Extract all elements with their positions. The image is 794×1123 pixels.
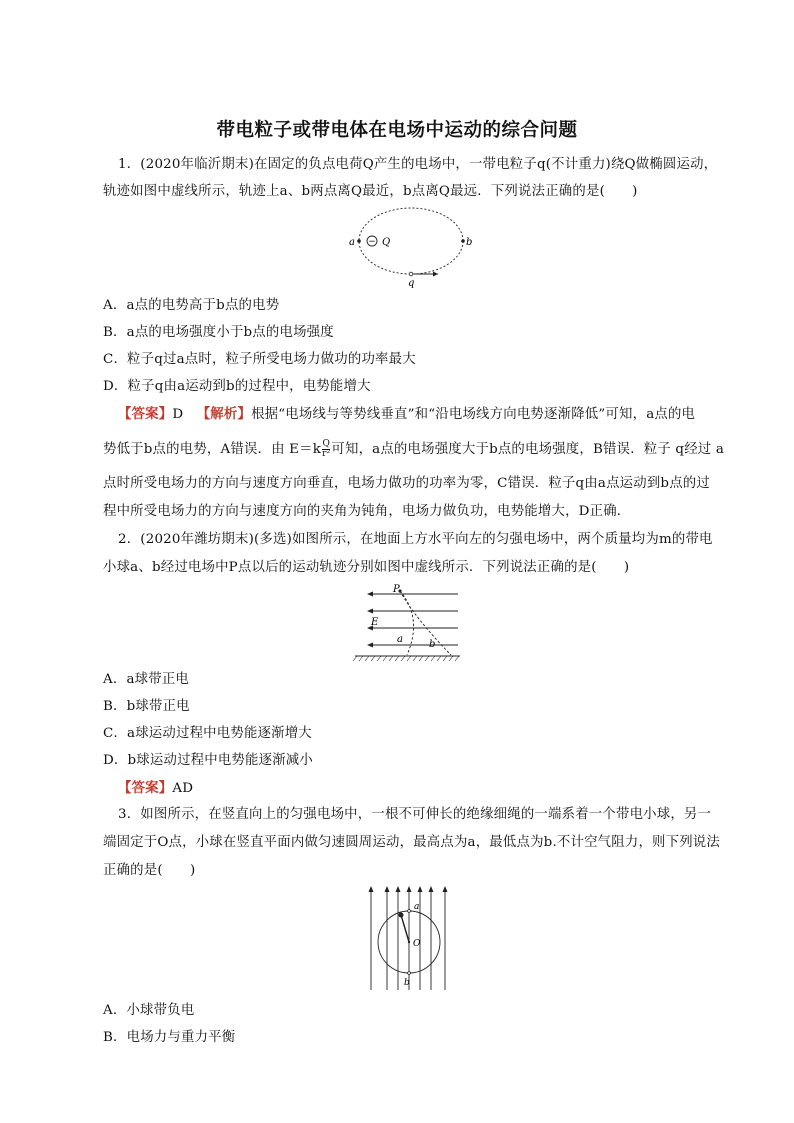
q1-analysis-line-2 — [103, 440, 723, 459]
q2-answer-line — [118, 779, 723, 798]
q2-fig-label-a: a — [397, 634, 403, 645]
q1-fig-label-q: q — [408, 278, 415, 289]
q1-fig-label-Q: Q — [382, 237, 391, 248]
q1-fig-sign: − — [368, 237, 376, 247]
q1-answer-tag: 【答案】 — [118, 406, 173, 422]
q2-fig-label-b: b — [429, 639, 436, 650]
q2-option-d: D．b球运动过程中电势能逐渐减小 — [103, 753, 313, 768]
q1-answer: D — [172, 407, 184, 422]
q1-analysis-2b: 可知，a点的电场强度大于b点的电场强度，B错误．粒子 q经过 a — [331, 442, 725, 457]
q1-stem-line-2: 轨迹如图中虚线所示，轨迹上a、b两点离Q最近，b点离Q最远．下列说法正确的是( ) — [103, 184, 638, 199]
q3-fig-label-b: b — [404, 978, 410, 988]
q3-stem-line-3: 正确的是( ) — [103, 863, 196, 878]
q2-answer-tag: 【答案】 — [118, 780, 173, 796]
q3-stem-line-2: 端固定于O点，小球在竖直平面内做匀速圆周运动，最高点为a，最低点为b.不计空气阻力，则下列说法 — [103, 835, 720, 850]
q1-analysis-1: 根据“电场线与等势线垂直”和“沿电场线方向电势逐渐降低”可知，a点的电 — [251, 407, 696, 422]
q1-analysis-line-4: 程中所受电场力的方向与速度方向的夹角为钝角，电场力做负功，电势能增大，D正确． — [103, 504, 631, 519]
q2-option-c: C．a球运动过程中电势能逐渐增大 — [103, 726, 312, 741]
q1-option-c: C．粒子q过a点时，粒子所受电场力做功的功率最大 — [103, 352, 416, 367]
q3-option-a: A．小球带负电 — [103, 1003, 195, 1018]
page-title: 带电粒子或带电体在电场中运动的综合问题 — [216, 120, 578, 141]
q2-option-a: A．a球带正电 — [103, 672, 190, 687]
q3-fig-label-a: a — [414, 902, 420, 912]
q2-answer: AD — [172, 781, 194, 796]
q1-frac-den: r² — [322, 449, 331, 459]
q2-fig-label-E: E — [371, 617, 379, 628]
q1-stem-line-1: 1．(2020年临沂期末)在固定的负点电荷Q产生的电场中，一带电粒子q(不计重力)绕Q做椭圆运动， — [118, 157, 718, 172]
q1-analysis-2a: 势低于b点的电势，A错误．由 E＝k — [103, 442, 322, 457]
q1-analysis-tag: 【解析】 — [196, 406, 252, 422]
q2-fig-label-P: P — [393, 584, 400, 595]
q2-stem-line-2: 小球a、b经过电场中P点以后的运动轨迹分别如图中虚线所示．下列说法正确的是( ) — [103, 560, 630, 575]
q1-figure-ellipse-orbit — [345, 208, 480, 290]
q1-answer-line — [118, 405, 723, 424]
q1-frac-num: Q — [322, 439, 331, 449]
q1-option-d: D．粒子q由a运动到b的过程中，电势能增大 — [103, 379, 371, 394]
q1-analysis-line-3: 点时所受电场力的方向与速度方向垂直，电场力做功的功率为零，C错误．粒子q由a点运动到b点的过 — [103, 476, 710, 491]
q2-figure-electric-field — [355, 583, 465, 663]
q3-figure-vertical-field — [368, 884, 448, 992]
q1-option-a: A．a点的电势高于b点的电势 — [103, 298, 280, 313]
q3-fig-label-O: O — [413, 939, 421, 949]
q1-fig-label-b: b — [466, 237, 473, 248]
q3-option-b: B．电场力与重力平衡 — [103, 1030, 236, 1045]
q2-stem-line-1: 2．(2020年潍坊期末)(多选)如图所示，在地面上方水平向左的匀强电场中，两个质量均为m的带电 — [118, 532, 713, 547]
q3-stem-line-1: 3．如图所示，在竖直向上的匀强电场中，一根不可伸长的绝缘细绳的一端系着一个带电小球，另一 — [118, 807, 712, 822]
q1-formula-fraction — [322, 440, 330, 459]
q2-option-b: B．b球带正电 — [103, 699, 190, 714]
q1-option-b: B．a点的电场强度小于b点的电场强度 — [103, 325, 334, 340]
q1-fig-label-a: a — [349, 237, 355, 248]
